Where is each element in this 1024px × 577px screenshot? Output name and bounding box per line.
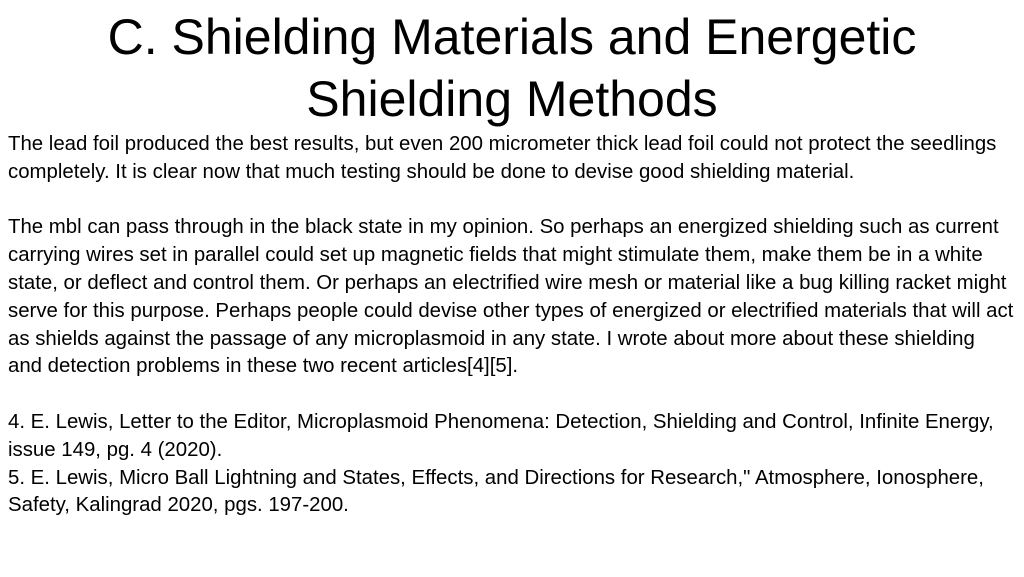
- paragraph-mbl-shielding: The mbl can pass through in the black state in my opinion. So perhaps an energized shielding such as current carrying wires set in parallel could set up magnetic fields that might stimulate them, make them be in a white state, or deflect and control them. Or perhaps an electrified wire mesh or material like a bug killing racket might serve for this purpose. Perhaps people could devise other types of energized or electrified materials that will act as shields against the passage of any microplasmoid in any state. I wrote about more about these shielding and detection problems in these two recent articles[4][5].: [8, 216, 1014, 378]
- paragraph-lead-foil: The lead foil produced the best results, but even 200 micrometer thick lead foil could not protect the seedlings completely. It is clear now that much testing should be done to devise good shielding material.: [8, 133, 997, 183]
- slide-body: [8, 131, 1014, 520]
- slide-title: C. Shielding Materials and Energetic Shielding Methods: [107, 9, 917, 127]
- reference-4: 4. E. Lewis, Letter to the Editor, Microplasmoid Phenomena: Detection, Shielding and Control, Infinite Energy, issue 149, pg. 4 (2020).: [8, 410, 994, 461]
- paragraph-spacer: [8, 381, 1014, 409]
- reference-5: 5. E. Lewis, Micro Ball Lightning and States, Effects, and Directions for Research," Atmosphere, Ionosphere, Safety, Kalingrad 2020, pgs. 197-200.: [8, 466, 984, 517]
- paragraph-spacer: [8, 187, 1014, 215]
